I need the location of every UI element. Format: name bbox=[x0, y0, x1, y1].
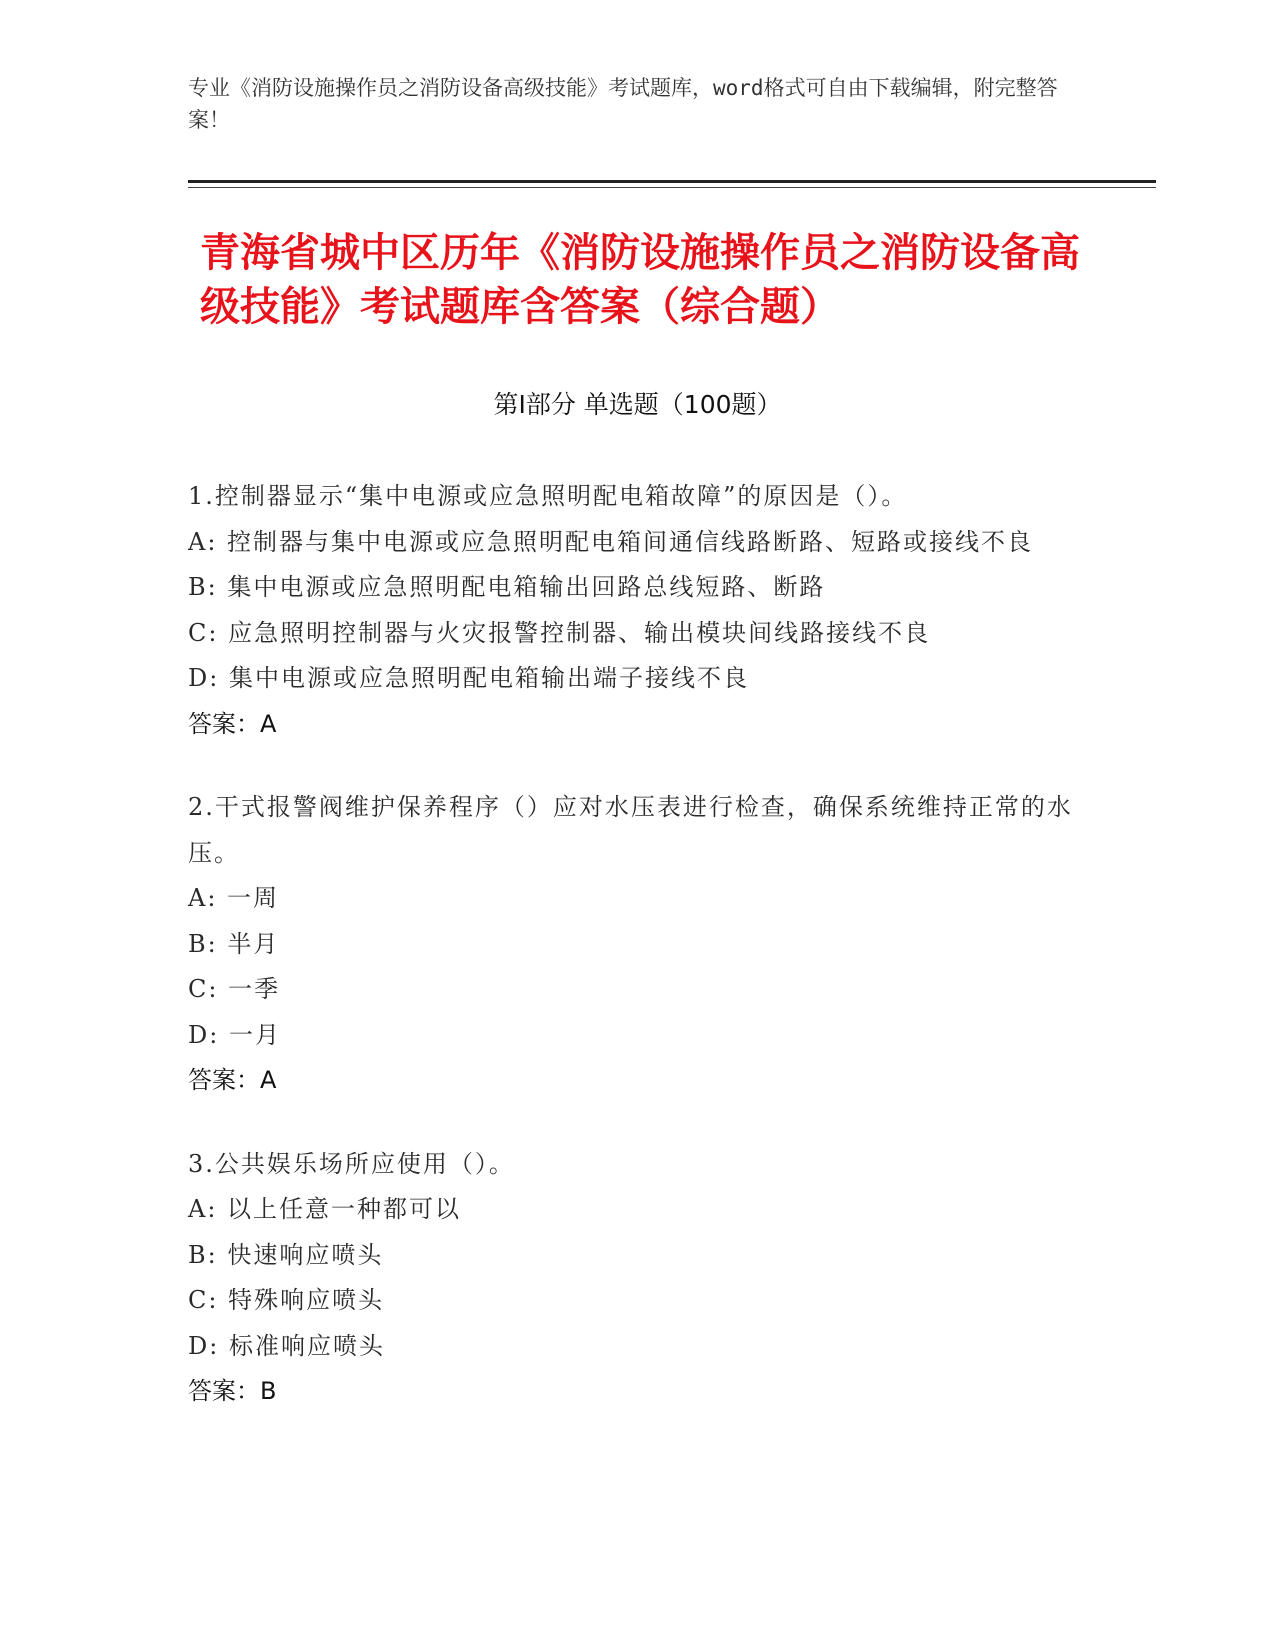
question-list bbox=[188, 474, 1088, 1453]
option-c: C: 应急照明控制器与火灾报警控制器、输出模块间线路接线不良 bbox=[188, 618, 931, 647]
question-1 bbox=[188, 474, 1088, 747]
option-a: A: 以上任意一种都可以 bbox=[188, 1195, 462, 1223]
option-b: B: 半月 bbox=[188, 929, 280, 958]
option-a: A: 一周 bbox=[188, 884, 280, 912]
option-c: C: 一季 bbox=[188, 975, 281, 1003]
option-a: A: 控制器与集中电源或应急照明配电箱间通信线路断路、短路或接线不良 bbox=[188, 527, 1034, 556]
header-rule-thick bbox=[188, 180, 1156, 183]
document-title: 青海省城中区历年《消防设施操作员之消防设备高级技能》考试题库含答案（综合题） bbox=[200, 230, 1080, 330]
question-text: 3.公共娱乐场所应使用（）。 bbox=[188, 1149, 515, 1178]
section-heading: 第Ⅰ部分 单选题（100题） bbox=[493, 390, 782, 419]
question-text: 1.控制器显示“集中电源或应急照明配电箱故障”的原因是（）。 bbox=[188, 482, 908, 510]
option-b: B: 快速响应喷头 bbox=[188, 1240, 384, 1269]
answer: 答案：A bbox=[188, 709, 277, 738]
question-3 bbox=[188, 1142, 1088, 1415]
option-b: B: 集中电源或应急照明配电箱输出回路总线短路、断路 bbox=[188, 573, 826, 601]
question-2 bbox=[188, 785, 1088, 1104]
option-c: C: 特殊响应喷头 bbox=[188, 1286, 385, 1314]
option-d: D: 一月 bbox=[188, 1020, 281, 1049]
header-rule-thin bbox=[188, 187, 1156, 188]
answer: 答案：A bbox=[188, 1066, 277, 1094]
header-note: 专业《消防设施操作员之消防设备高级技能》考试题库，word格式可自由下载编辑，附完整答案！ bbox=[188, 76, 1058, 132]
option-d: D: 集中电源或应急照明配电箱输出端子接线不良 bbox=[188, 664, 749, 692]
answer: 答案：B bbox=[188, 1377, 277, 1405]
option-d: D: 标准响应喷头 bbox=[188, 1331, 385, 1360]
question-text: 2.干式报警阀维护保养程序（）应对水压表进行检查，确保系统维持正常的水压。 bbox=[188, 793, 1073, 867]
